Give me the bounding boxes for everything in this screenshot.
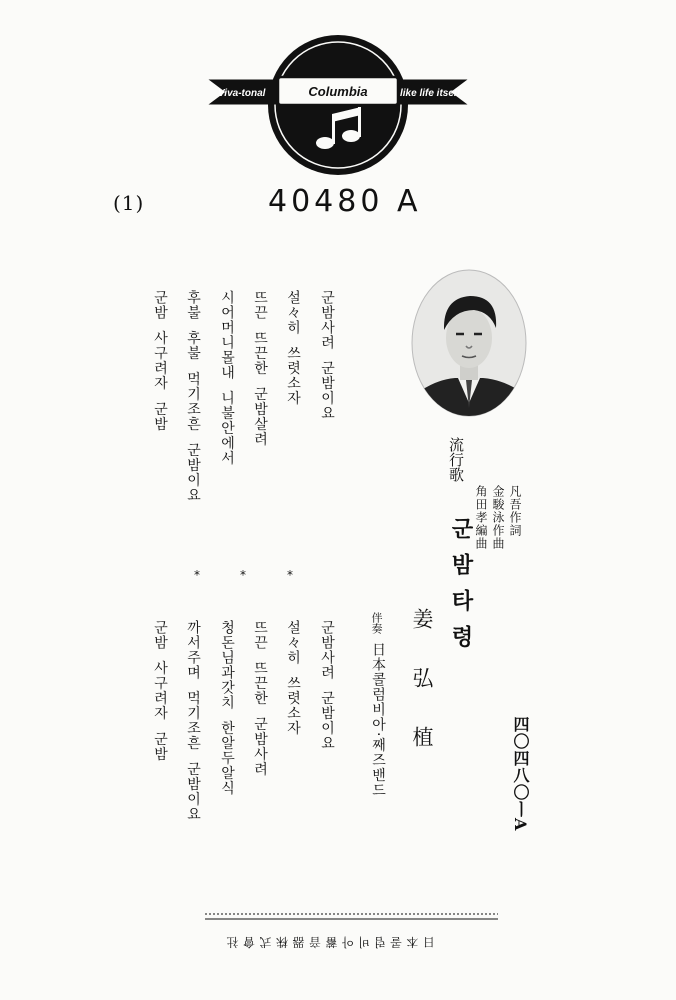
lyric-line: 까서주며 먹기조흔 군밤이요 [185, 620, 201, 822]
columbia-logo [208, 30, 468, 180]
lyric-line: 군밤 사구려자 군밤 [152, 290, 168, 432]
logo-brand: Columbia [308, 84, 368, 99]
lyric-line: 뜨끈 뜨끈한 군밤사려 [252, 620, 268, 777]
lyric-line: 설々히 쓰렷소자 [285, 620, 301, 736]
lyric-line: 후불 후불 먹기조흔 군밤이요 [185, 290, 201, 503]
genre-label: 流行歌 [447, 437, 465, 482]
lyric-line: 뜨끈 뜨끈한 군밤살려 [252, 290, 268, 447]
company-name: 日本콜럼비아蓄音器株式會社 [222, 935, 435, 949]
logo-left-slogan: Viva-tonal [218, 88, 266, 99]
verse-separator: * [194, 568, 200, 582]
side-number: (1) [113, 191, 145, 215]
verse-separator: * [240, 568, 246, 582]
credit-composer: 金駿泳作曲 [491, 485, 505, 550]
lyric-line: 청돈님과갓치 한알두알식 [219, 620, 235, 796]
lyric-line: 군밤사려 군밤이요 [319, 290, 335, 421]
lyric-line: 군밤 사구려자 군밤 [152, 620, 168, 762]
lyric-line: 설々히 쓰렷소자 [285, 290, 301, 406]
credit-arranger: 角田孝編曲 [474, 485, 488, 550]
accompaniment-label: 伴奏 [370, 612, 383, 634]
singer-name: 姜弘植 [410, 608, 434, 785]
catalog-number: 40480 A [268, 184, 422, 219]
footer-divider [205, 912, 498, 922]
catalog-number-vertical: 四〇四八〇ㅣA [511, 716, 530, 832]
accompaniment-band: 日本콜럼비아·째즈밴드 [370, 642, 386, 798]
verse-separator: * [287, 568, 293, 582]
song-title: 군밤타령 [448, 517, 473, 661]
credit-lyricist: 凡吾作詞 [508, 485, 522, 537]
singer-portrait [410, 268, 528, 418]
lyric-line: 시어머니몰내 니불안에서 [219, 290, 235, 466]
lyric-line: 군밤사려 군밤이요 [319, 620, 335, 751]
logo-right-slogan: like life itself [400, 88, 461, 99]
